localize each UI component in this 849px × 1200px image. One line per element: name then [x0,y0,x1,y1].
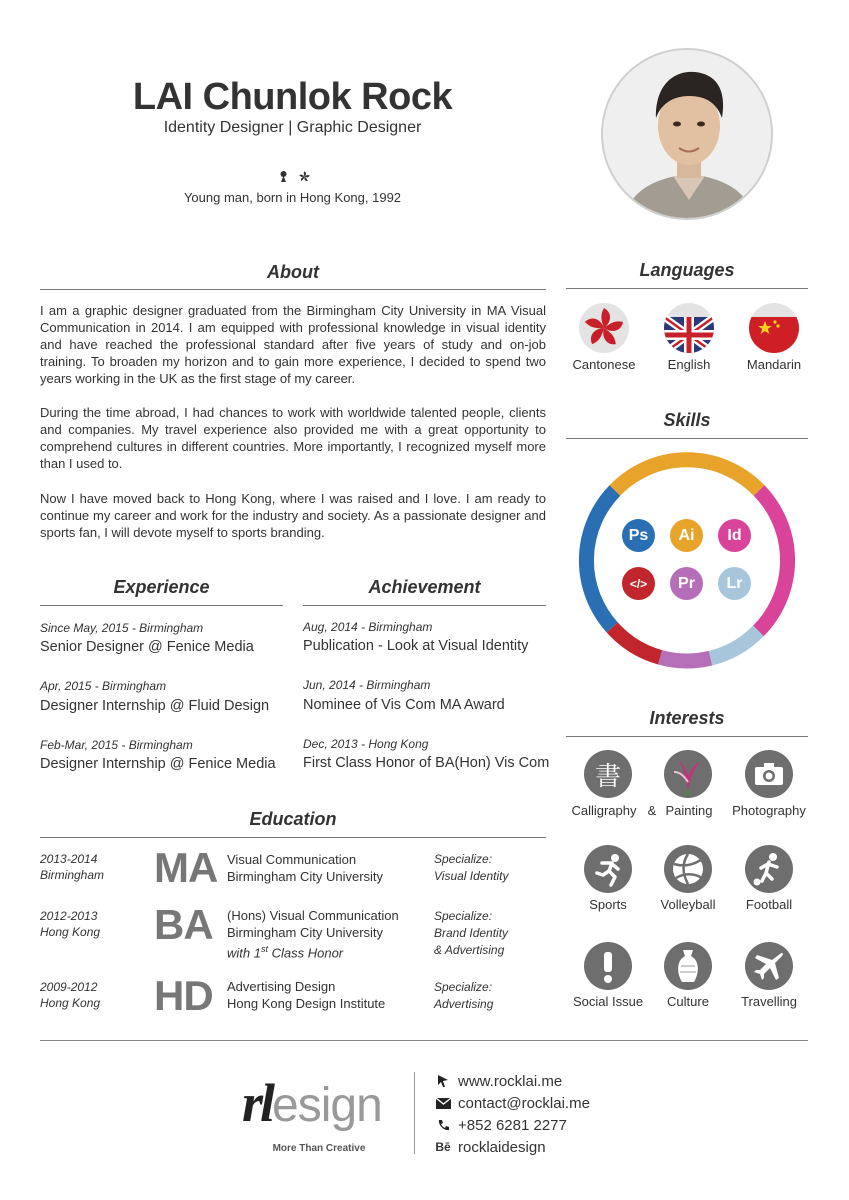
experience-position: Designer Internship @ Fenice Media [40,756,276,772]
education-school: Birmingham City University [227,925,384,940]
education-school: Hong Kong Design Institute [227,996,386,1011]
education-specialize-label: Specialize: [434,909,493,923]
education-specialize: Advertising [434,997,494,1011]
logo-tagline: More Than Creative [272,1143,366,1154]
role-subtitle: Identity Designer | Graphic Designer [163,119,422,136]
hong-kong-flag-icon [579,303,629,353]
interest-label: & [647,803,657,818]
envelope-icon [434,1098,452,1109]
china-flag-icon [749,303,799,353]
interest-label: Football [745,897,793,912]
education-course: Visual Communication [227,852,357,867]
about-rule [40,289,546,290]
rdesign-logo [242,1073,402,1136]
languages-title: Languages [639,260,735,280]
interest-label: Culture [667,994,709,1009]
education-course: Advertising Design [227,979,336,994]
education-years: 2013-2014 [40,852,98,866]
education-location: Hong Kong [40,996,101,1010]
indesign-icon: Id [718,519,751,552]
experience-date: Feb-Mar, 2015 - Birmingham [40,738,193,752]
birthplace-icons [279,168,311,184]
achievement-item: Publication - Look at Visual Identity [303,638,529,654]
about-title: About [267,262,319,282]
achievement-item: Nominee of Vis Com MA Award [303,697,505,713]
education-degree: BA [154,901,213,948]
interests-title: Interests [649,708,725,728]
experience-title: Experience [113,577,210,597]
profile-photo [601,48,773,220]
education-honor: with 1st Class Honor [227,944,344,961]
education-degree: HD [154,972,213,1019]
language-label: English [667,357,711,372]
about-paragraph-1: I am a graphic designer graduated from the Birmingham City University in MA Visual Communication in 2014. I am equipped with professional knowledge in visual identity and have reached the professional standard after five years of study and on-job training. To broaden my horizon and to gain more experience, I decided to spend two years working in the UK as the first stage of my career. [40,303,546,386]
behance-icon: Bē [435,1140,451,1154]
volleyball-icon [664,845,712,893]
achievement-date: Jun, 2014 - Birmingham [303,678,431,692]
achievement-date: Aug, 2014 - Birmingham [303,620,433,634]
interest-label: Sports [589,897,627,912]
interests-rule [566,736,808,737]
camera-icon [745,750,793,798]
experience-date: Since May, 2015 - Birmingham [40,621,204,635]
football-icon [745,845,793,893]
logo-word: esign [272,1079,382,1132]
achievement-rule [303,605,546,606]
footer-divider [414,1072,415,1154]
experience-rule [40,605,283,606]
runner-icon [584,845,632,893]
education-location: Birmingham [40,868,105,882]
email-row[interactable] [434,1092,590,1114]
lightroom-icon: Lr [718,567,751,600]
code-icon: </> [622,567,655,600]
behance-row[interactable] [434,1136,590,1158]
name-heading: LAI Chunlok Rock [132,76,453,118]
language-label: Cantonese [572,357,636,372]
phone-number[interactable]: +852 6281 2277 [458,1116,567,1134]
behance-link[interactable]: rocklaidesign [458,1138,546,1156]
achievement-date: Dec, 2013 - Hong Kong [303,737,429,751]
education-course: (Hons) Visual Communication [227,908,399,923]
website-link[interactable]: www.rocklai.me [458,1072,563,1090]
education-specialize-label: Specialize: [434,980,493,994]
cursor-icon [434,1074,452,1088]
email-link[interactable]: contact@rocklai.me [458,1094,590,1112]
tagline: Young man, born in Hong Kong, 1992 [183,190,402,205]
photoshop-icon: Ps [622,519,655,552]
interest-label: Social Issue [572,994,644,1009]
education-specialize: & Advertising [434,943,505,957]
phone-row[interactable] [434,1114,590,1136]
skills-title: Skills [663,410,711,430]
achievement-title: Achievement [368,577,481,597]
education-degree: MA [154,844,218,891]
experience-date: Apr, 2015 - Birmingham [40,679,167,693]
vase-icon [664,942,712,990]
calligraphy-icon: 書 [584,750,632,798]
education-school: Birmingham City University [227,869,384,884]
education-specialize: Brand Identity [434,926,509,940]
education-rule [40,837,546,838]
logo-mark: rl [242,1073,273,1133]
illustrator-icon: Ai [670,519,703,552]
language-label: Mandarin [746,357,802,372]
interest-label: Travelling [741,994,797,1009]
painting-icon [664,750,712,798]
education-years: 2012-2013 [40,909,98,923]
education-specialize: Visual Identity [434,869,509,883]
pin-icon [279,170,288,183]
interest-label: Photography [732,803,806,818]
interest-label: Volleyball [660,897,716,912]
bauhinia-icon [298,170,311,183]
experience-position: Designer Internship @ Fluid Design [40,698,270,714]
languages-rule [566,288,808,289]
website-row[interactable] [434,1070,590,1092]
skills-ring-chart [578,452,796,670]
about-paragraph-2: During the time abroad, I had chances to work with worldwide talented people, clients and companies. My travel experience also provided me with a great opportunity to comprehend cultures in different countries. More importantly, I recognized myself more than I used to. [40,405,546,471]
education-years: 2009-2012 [40,980,98,994]
education-location: Hong Kong [40,925,101,939]
exclamation-icon [584,942,632,990]
phone-icon [434,1119,452,1132]
experience-position: Senior Designer @ Fenice Media [40,639,254,655]
contact-list [434,1070,590,1158]
premiere-icon: Pr [670,567,703,600]
footer-rule [40,1040,808,1041]
achievement-item: First Class Honor of BA(Hon) Vis Com [303,755,550,771]
about-paragraph-3: Now I have moved back to Hong Kong, where I was raised and I love. I am ready to continue my career and work for the industry and society. As a passionate designer and sports fan, I will devote myself to sports branding. [40,491,546,540]
education-title: Education [249,809,337,829]
education-specialize-label: Specialize: [434,852,493,866]
skills-rule [566,438,808,439]
airplane-icon [745,942,793,990]
interest-label: Painting [665,803,713,818]
uk-flag-icon [664,303,714,353]
interest-label: Calligraphy [571,803,637,818]
